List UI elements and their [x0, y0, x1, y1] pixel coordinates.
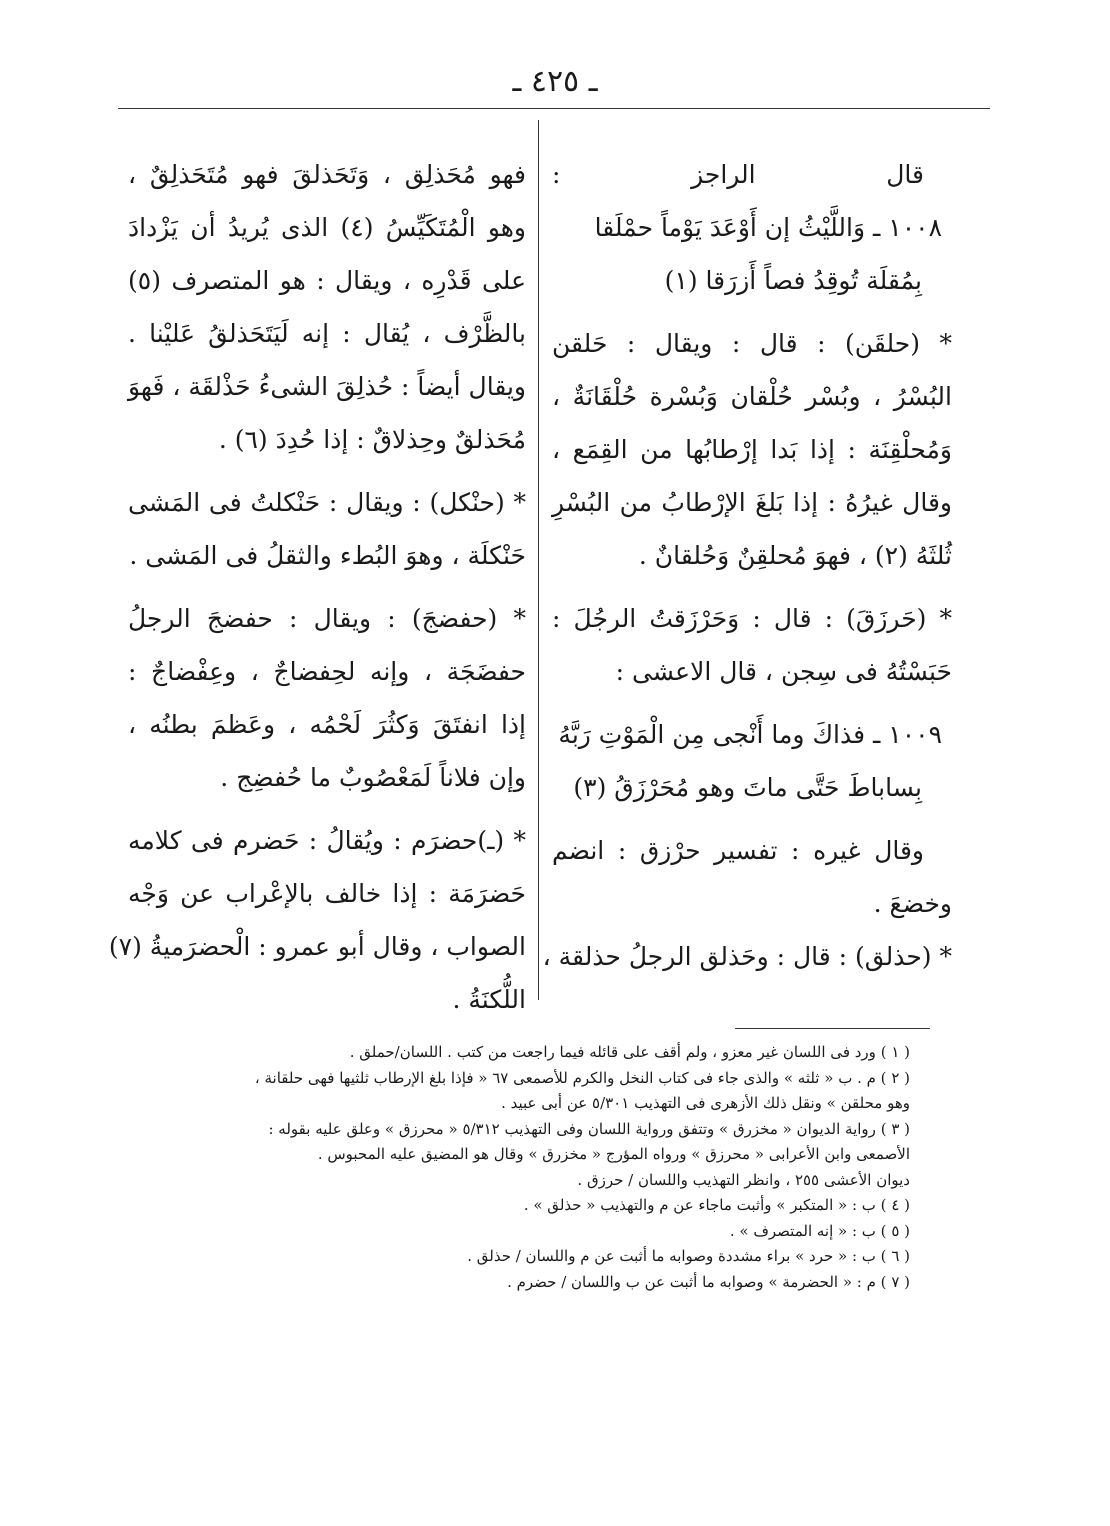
- text-line: * (حذلق) : قال : وحَذلق الرجلُ حذلقة ،: [542, 942, 952, 971]
- text-line: وإن فلاناً لَمَعْصُوبٌ ما حُفضِج .: [220, 763, 526, 792]
- text-line: حَنْكلَة ، وهوَ البُطء والثقلُ فى المَشى .: [129, 541, 526, 570]
- text-line: ويقال أيضاً : حُذلِقَ الشىءُ حَذْلقَة ، فَهوَ: [128, 372, 526, 401]
- text-line: بِمُقلَة تُوقِدُ فصاً أَزرَقا (١): [664, 266, 922, 295]
- footnote-line: الأصمعى وابن الأعرابى « محرزق » ورواه المؤرج « مخزرق » وقال هو المضيق عليه المحبوس .: [317, 1145, 910, 1163]
- footnote-line: ( ٥ ) ب : « إنه المتصرف » .: [729, 1221, 910, 1240]
- text-line: قال الراجز :: [552, 160, 924, 189]
- footnote-line: ( ١ ) ورد فى اللسان غير معزو ، ولم أقف على قائله فيما راجعت من كتب . اللسان/حملق .: [349, 1043, 910, 1061]
- text-line: ١٠٠٨ ـ وَاللَّيْثُ إن أَوْعَدَ يَوْماً حمْلَقا: [594, 213, 942, 242]
- text-line: بالظَّرْف ، يُقال : إنه لَيَتَحَذلقُ عَليْنا .: [128, 319, 526, 348]
- right-text-column: [542, 148, 952, 983]
- footnote-line: ( ٦ ) ب : « حرد » براء مشددة وصوابه ما أثبت عن م واللسان / حذلق .: [467, 1247, 910, 1265]
- text-line: وَمُحلْقِنَة : إذا بَدا إرْطابُها من القِمَع ،: [552, 435, 952, 464]
- text-line: حفضَجَة ، وإنه لحِفضاجٌ ، وعِفْضاجٌ :: [128, 657, 526, 686]
- footnote-line: ( ٤ ) ب : « المتكبر » وأثبت ماجاء عن م والتهذيب « حذلق » .: [523, 1196, 910, 1214]
- text-line: وخضعَ .: [873, 889, 952, 918]
- text-line: حَبَسْتُهُ فى سِجن ، قال الاعشى :: [615, 657, 952, 686]
- footnote-line: ( ٧ ) م : « الحضرمة » وصوابه ما أثبت عن ب واللسان / حضرم .: [507, 1272, 910, 1291]
- footnote-rule: [735, 1028, 930, 1029]
- text-line: وقال غيره : تفسير حرْزق : انضم: [552, 836, 924, 865]
- text-line: الصواب ، وقال أبو عمرو : الْحضرَميةُ (٧): [108, 932, 526, 961]
- footnote-line: ديوان الأعشى ٢٥٥ ، وانظر التهذيب واللسان / حرزق .: [577, 1170, 910, 1189]
- text-line: البُسْرُ ، وبُسْر حُلْقان وَبُسْرة حُلْقَانَةٌ ،: [552, 382, 952, 411]
- text-line: * (حفضجَ) : ويقال : حفضجَ الرجلُ: [128, 604, 526, 633]
- text-line: وهو الْمُتَكَيِّسُ (٤) الذى يُريدُ أن يَزْدادَ: [128, 213, 526, 242]
- text-line: مُحَذلقٌ وحِذلاقٌ : إذا حُدِدَ (٦) .: [218, 425, 526, 454]
- footnote-line: ( ٢ ) م . ب « ثلثه » والذى جاء فى كتاب النخل والكرم للأصمعى ٦٧ « فإذا بلغ الإرطاب ثلثيها فهى حلقانة ،: [254, 1068, 910, 1087]
- text-line: حَضرَمَة : إذا خالف بالإعْراب عن وَجْه: [128, 879, 526, 908]
- text-line: ثُلثَهُ (٢) ، فهوَ مُحلقِنٌ وَحُلقانٌ .: [638, 541, 952, 570]
- column-divider: [538, 120, 539, 1000]
- text-line: * (حلقَن) : قال : ويقال : حَلقن: [552, 329, 952, 358]
- page-number: ـ ٤٢٥ ـ: [512, 64, 598, 99]
- text-line: فهو مُحَذلِق ، وَتَحَذلقَ فهو مُتَحَذلِقٌ ،: [128, 160, 526, 189]
- left-text-column: [108, 148, 526, 1026]
- text-line: على قَدْرِه ، ويقال : هو المتصرف (٥): [128, 266, 526, 295]
- footnote-line: وهو محلقن » ونقل ذلك الأزهرى فى التهذيب ٥/٣٠١ عن أبى عبيد .: [501, 1094, 910, 1112]
- text-line: * (ـ)حضرَم : ويُقالُ : حَضرم فى كلامه: [128, 826, 526, 855]
- footnote-line: ( ٣ ) رواية الديوان « مخزرق » وتتفق ورواية اللسان وفى التهذيب ٥/٣١٢ « محرزق » وعلق عليه بقوله :: [268, 1119, 910, 1138]
- text-line: إذا انفتَقَ وَكثُرَ لَحْمُه ، وعَظمَ بطنُه ،: [128, 710, 526, 739]
- text-line: وقال غيرُهُ : إذا بَلغَ الإرْطابُ من البُسْرِ: [552, 488, 952, 517]
- text-line: * (حَرزَقَ) : قال : وَحَرْزَقتُ الرجُلَ :: [552, 604, 952, 633]
- text-line: ١٠٠٩ ـ فذاكَ وما أَنْجى مِن الْمَوْتِ رَبَّهُ: [558, 720, 942, 749]
- text-line: اللُّكنَةُ .: [452, 985, 526, 1014]
- footnotes-section: [210, 1040, 910, 1295]
- text-line: * (حنْكل) : ويقال : حَنْكلتُ فى المَشى: [128, 488, 526, 517]
- header-rule: [118, 108, 990, 109]
- text-line: بِساباطَ حَتَّى ماتَ وهو مُحَرْزَقُ (٣): [573, 773, 922, 802]
